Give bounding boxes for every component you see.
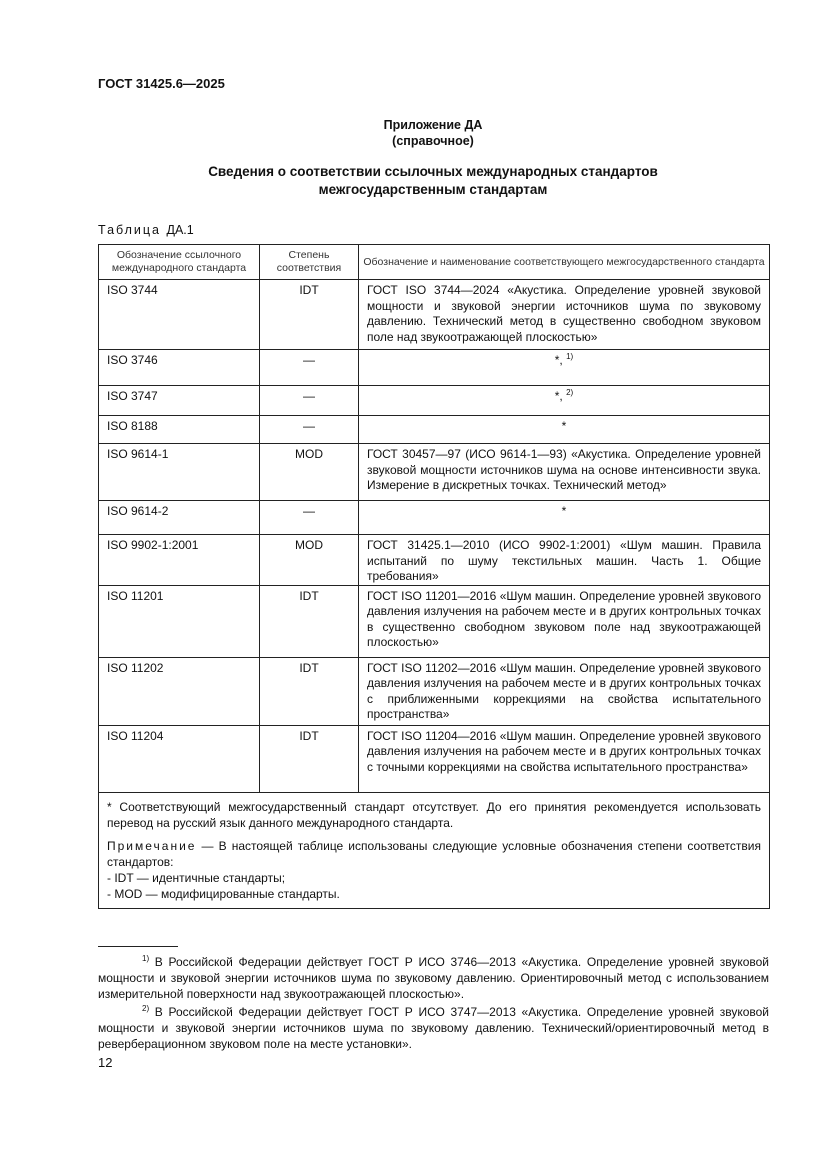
gost-cell: ГОСТ 30457—97 (ИСО 9614-1—93) «Акустика. Определение уровней звуковой мощности источников шума на основе интенсивности звука. Измерение в дискретных точках. Технический метод» — [359, 444, 770, 501]
degree-cell: — — [260, 350, 359, 386]
table-row — [99, 350, 770, 386]
table-row — [99, 386, 770, 416]
degree-cell: IDT — [260, 657, 359, 725]
note-mod: - MOD — модифицированные стандарты. — [107, 886, 340, 901]
page-number: 12 — [98, 1055, 113, 1070]
degree-cell: IDT — [260, 280, 359, 350]
annex-subtitle: (справочное) — [392, 134, 474, 148]
footnote-1-text: В Российской Федерации действует ГОСТ Р ИСО 3746—2013 «Акустика. Определение уровней звуковой мощности и звуковой энергии источников шума по звуковому давлению. Ориентировочный метод с использованием измерительной поверхности над звукоотражающей плоскостью». — [98, 955, 769, 1001]
header-interstate-standard: Обозначение и наименование соответствующего межгосударственного стандарта — [359, 245, 770, 280]
table-caption-word: Таблица — [98, 223, 162, 237]
table-caption-number: ДА.1 — [166, 223, 194, 237]
table-row — [99, 280, 770, 350]
table-notes-row — [99, 792, 770, 908]
document-title-line-2: межгосударственным стандартам — [318, 182, 548, 197]
table-row — [99, 585, 770, 657]
note-text: — В настоящей таблице использованы следующие условные обозначения степени соответствия стандартов: — [107, 838, 761, 869]
gost-cell — [359, 350, 770, 386]
gost-cell — [359, 386, 770, 416]
ref-cell: ISO 8188 — [99, 416, 260, 444]
degree-cell: MOD — [260, 444, 359, 501]
table-row — [99, 416, 770, 444]
table-header-row — [99, 245, 770, 280]
degree-cell: — — [260, 501, 359, 535]
table-row — [99, 725, 770, 792]
note-paragraph — [107, 838, 761, 870]
ref-cell: ISO 3746 — [99, 350, 260, 386]
document-header: ГОСТ 31425.6—2025 — [98, 76, 225, 91]
degree-cell: IDT — [260, 725, 359, 792]
header-degree: Степень соответствия — [260, 245, 359, 280]
star-note: * Соответствующий межгосударственный стандарт отсутствует. До его принятия рекомендуется использовать перевод на русский язык данного международного стандарта. — [107, 799, 761, 830]
note-label: Примечание — [107, 838, 197, 853]
degree-cell: — — [260, 416, 359, 444]
footnote-2 — [98, 1004, 769, 1052]
header-international-standard: Обозначение ссылочного международного стандарта — [99, 245, 260, 280]
document-title-line-1: Сведения о соответствии ссылочных международных стандартов — [208, 164, 658, 179]
ref-cell: ISO 9614-1 — [99, 444, 260, 501]
ref-cell: ISO 3747 — [99, 386, 260, 416]
footnote-2-text: В Российской Федерации действует ГОСТ Р ИСО 3747—2013 «Акустика. Определение уровней звуковой мощности и звуковой энергии источников шума по звуковому давлению. Технический/ориентировочный метод в реверберационном звуковом поле на месте установки». — [98, 1005, 769, 1051]
table-row — [99, 657, 770, 725]
gost-cell: ГОСТ ISO 11204—2016 «Шум машин. Определение уровней звукового давления излучения на рабочем месте и в других контрольных точках с точными коррекциями на свойства испытательного пространства» — [359, 725, 770, 792]
ref-cell: ISO 11201 — [99, 585, 260, 657]
document-title — [98, 163, 768, 199]
table-row — [99, 535, 770, 586]
ref-cell: ISO 9614-2 — [99, 501, 260, 535]
footnote-2-mark: 2) — [142, 1004, 150, 1013]
table-row — [99, 501, 770, 535]
table-notes-cell — [99, 792, 770, 908]
not-available-mark: *, — [554, 353, 563, 367]
gost-cell: ГОСТ ISO 11202—2016 «Шум машин. Определение уровней звукового давления излучения на рабочем месте и в других контрольных точках с приближенными коррекциями на свойства испытательного пространства» — [359, 657, 770, 725]
table-caption — [98, 223, 194, 237]
footnote-ref-1: 1) — [566, 352, 574, 361]
degree-cell: MOD — [260, 535, 359, 586]
ref-cell: ISO 11204 — [99, 725, 260, 792]
correspondence-table — [98, 244, 770, 909]
note-idt: - IDT — идентичные стандарты; — [107, 870, 286, 885]
gost-cell: ГОСТ 31425.1—2010 (ИСО 9902-1:2001) «Шум машин. Правила испытаний по шуму текстильных машин. Часть 1. Общие требования» — [359, 535, 770, 586]
gost-cell: ГОСТ ISO 3744—2024 «Акустика. Определение уровней звуковой мощности и звуковой энергии источников шума по звуковому давлению. Технический метод в существенно свободном звуковом поле над звукоотражающей плоскостью» — [359, 280, 770, 350]
gost-cell: * — [359, 501, 770, 535]
footnote-1-mark: 1) — [142, 954, 150, 963]
ref-cell: ISO 9902-1:2001 — [99, 535, 260, 586]
footnote-separator — [98, 946, 178, 947]
annex-title: Приложение ДА — [383, 118, 483, 132]
table-row — [99, 444, 770, 501]
gost-cell: * — [359, 416, 770, 444]
footnote-1 — [98, 954, 769, 1002]
not-available-mark: *, — [554, 389, 563, 403]
degree-cell: IDT — [260, 585, 359, 657]
gost-cell: ГОСТ ISO 11201—2016 «Шум машин. Определение уровней звукового давления излучения на рабочем месте и в других контрольных точках в существенно свободном звуковом поле над звукоотражающей плоскостью» — [359, 585, 770, 657]
ref-cell: ISO 11202 — [99, 657, 260, 725]
ref-cell: ISO 3744 — [99, 280, 260, 350]
footnote-ref-2: 2) — [566, 388, 574, 397]
degree-cell: — — [260, 386, 359, 416]
